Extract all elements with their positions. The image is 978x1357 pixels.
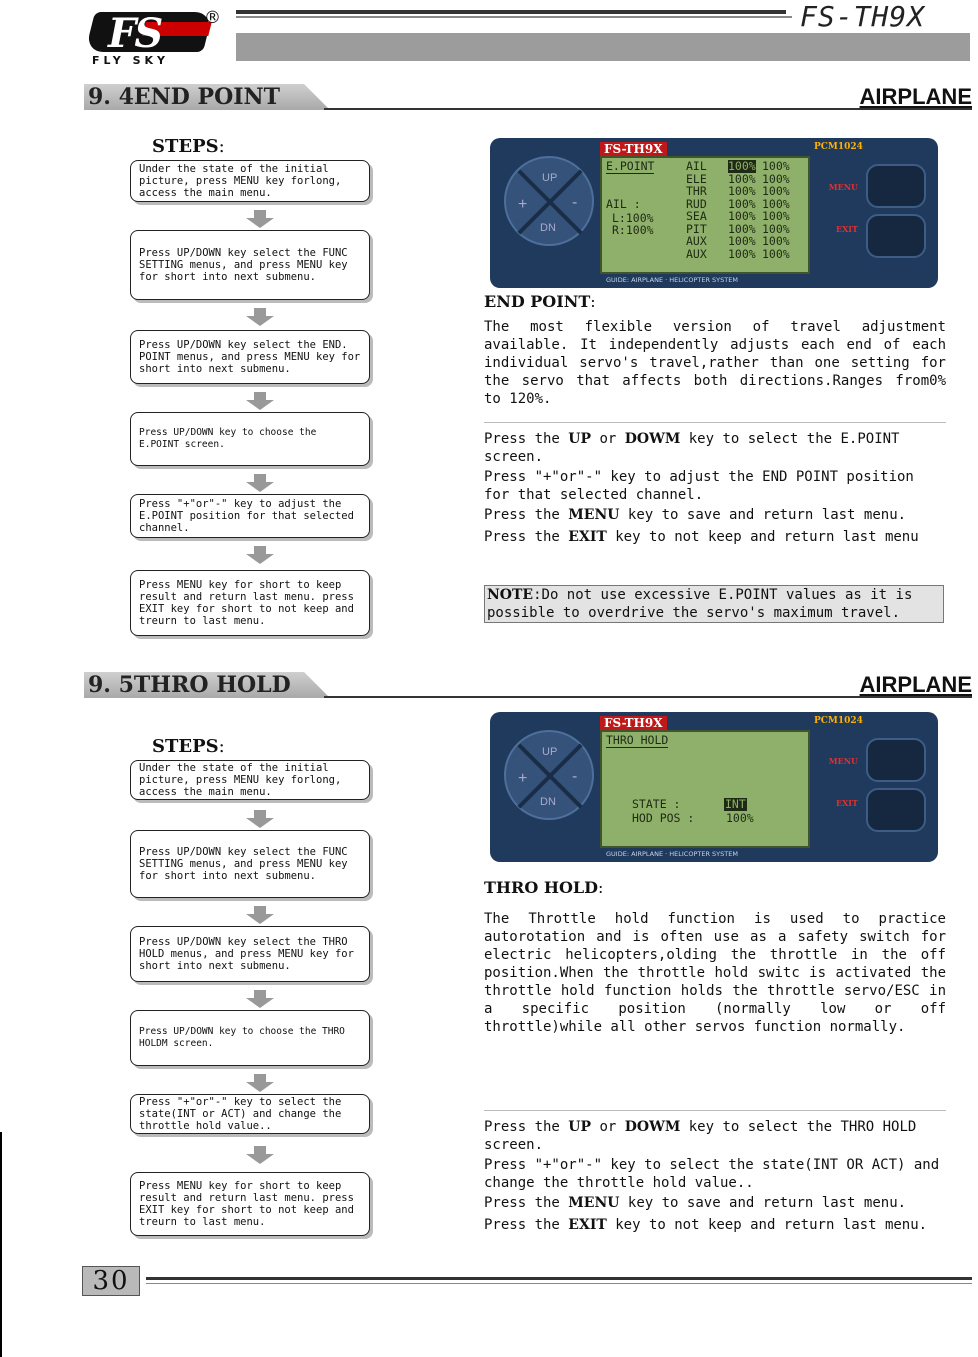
header-rule-thin (236, 16, 792, 18)
exit-key-label: EXIT (836, 224, 858, 234)
instruction-menu: Press the MENU key to save and return last menu. (484, 1195, 907, 1211)
lcd-channel-right: 100% (762, 234, 790, 248)
lcd-channel-name: AUX (686, 246, 707, 261)
lcd-title: E.POINT (606, 159, 655, 173)
arrow-down-icon (246, 308, 274, 326)
lcd-left-value: L:100% (612, 211, 654, 225)
lcd-screen (600, 730, 810, 848)
step-box: Press MENU key for short to keep result and return last menu. press EXIT key for short to not keep and treurn to last menu. (130, 570, 370, 636)
lcd-channel-left: 100% (728, 196, 756, 211)
lcd-channel-name: SEA (686, 209, 707, 223)
note-label: NOTE (487, 587, 534, 603)
page-number: 30 (82, 1266, 140, 1296)
flysky-logo (88, 8, 228, 67)
header-bar (236, 33, 970, 61)
lcd-channel-right: 100% (762, 196, 790, 211)
model-name: FS-TH9X (800, 0, 926, 33)
lcd-channel-right: 100% (762, 159, 790, 173)
lcd-channel-left: 100% (728, 246, 756, 261)
step-box: Press UP/DOWN key to choose the E.POINT screen. (130, 412, 370, 466)
dpad-minus-label: - (572, 194, 578, 211)
dpad-plus-label: + (518, 196, 528, 213)
dpad-icon (504, 730, 594, 820)
lcd-channel-name: THR (686, 184, 707, 198)
arrow-down-icon (246, 1146, 274, 1164)
device-brand-tag: FS-TH9X (600, 716, 667, 730)
instructions-thro-hold (484, 1118, 946, 1234)
menu-key-label: MENU (828, 182, 858, 192)
lcd-channel-name: PIT (686, 221, 707, 236)
arrow-down-icon (246, 392, 274, 410)
step-box: Press UP/DOWN key select the THRO HOLD menus, and press MENU key for short into next submenu. (130, 926, 370, 982)
section-header-thro-hold (84, 672, 972, 702)
device-footer: GUIDE: AIRPLANE · HELICOPTER SYSTEM (606, 850, 738, 858)
transmitter-image-thro-hold (490, 712, 938, 862)
lcd-screen (600, 156, 810, 274)
instructions-end-point (484, 430, 946, 546)
lcd-channel: AIL : (606, 197, 641, 211)
dpad-up-label: UP (542, 172, 558, 184)
intro-thro-hold: The Throttle hold function is used to practice autorotation and is often use as a safety switch for electric helicopters,olding the throttle in the off position.When the throttle hold switc is activated the throttle hold function holds the throttle servo/ESC in a specific position (normally low or off throttle)while all other servos function normally. (484, 911, 946, 1035)
arrow-down-icon (246, 1074, 274, 1092)
dpad-down-label: DN (540, 796, 556, 808)
step-box: Under the state of the initial picture, press MENU key forlong, access the main menu. (130, 160, 370, 202)
section-title: 9. 4END POINT (88, 84, 281, 110)
arrow-down-icon (246, 906, 274, 924)
arrow-down-icon (246, 990, 274, 1008)
transmitter-image-end-point (490, 138, 938, 288)
lcd-state-label: STATE : (632, 797, 681, 811)
menu-key-icon (866, 738, 926, 782)
lcd-channel-name: RUD (686, 196, 707, 211)
section-header-end-point (84, 84, 972, 114)
menu-key-icon (866, 164, 926, 208)
lcd-state-value: INT (725, 797, 746, 811)
intro-end-point: The most flexible version of travel adjustment available. It independently adjusts each end of each individual servo's travel,rather than one setting for the servo that affects both directions.Ranges from0% to 120%. (484, 319, 946, 407)
lcd-channel-right: 100% (762, 221, 790, 236)
lcd-channel-left: 100% (728, 159, 756, 173)
step-box: Press UP/DOWN key select the FUNC SETTING menus, and press MENU key for short into next submenu. (130, 230, 370, 300)
device-brand-tag: FS-TH9X (600, 142, 667, 156)
lcd-channel-right: 100% (762, 171, 790, 186)
instruction-adjust: Press "+"or"-" key to adjust the END POINT position for that selected channel. (484, 469, 914, 503)
instruction-select: Press the UP or DOWM key to select the THRO HOLD screen. (484, 1119, 917, 1153)
step-box: Press MENU key for short to keep result and return last menu. press EXIT key for short to not keep and treurn to last menu. (130, 1172, 370, 1236)
dpad-minus-label: - (572, 768, 578, 785)
footer-rule-thin (146, 1283, 972, 1284)
logo-brand-name: FLY SKY (92, 54, 170, 67)
lcd-channel-left: 100% (728, 184, 756, 198)
arrow-down-icon (246, 210, 274, 228)
header-rule (236, 10, 786, 14)
lcd-channel-right: 100% (762, 209, 790, 223)
dpad-up-label: UP (542, 746, 558, 758)
steps-label: STEPS: (152, 136, 225, 157)
step-box: Press "+"or"-" key to adjust the E.POINT position for that selected channel. (130, 494, 370, 538)
divider (484, 1110, 946, 1111)
heading-end-point: END POINT: (484, 292, 596, 311)
note-text: :Do not use excessive E.POINT values as it is possible to overdrive the servo's maximum travel. (487, 587, 913, 621)
instruction-exit: Press the EXIT key to not keep and return last menu (484, 529, 919, 545)
device-footer: GUIDE: AIRPLANE · HELICOPTER SYSTEM (606, 276, 738, 284)
lcd-pos-value: 100% (726, 811, 754, 825)
page-edge-line (0, 1132, 2, 1357)
dpad-down-label: DN (540, 222, 556, 234)
lcd-title: THRO HOLD (606, 733, 669, 747)
dpad-plus-label: + (518, 770, 528, 787)
step-box: Press UP/DOWN key select the FUNC SETTING menus, and press MENU key for short into next submenu. (130, 830, 370, 898)
dpad-icon (504, 156, 594, 246)
instruction-select: Press the UP or DOWM key to select the E.POINT screen. (484, 431, 900, 465)
lcd-channel-right: 100% (762, 184, 790, 198)
exit-key-label: EXIT (836, 798, 858, 808)
step-box: Under the state of the initial picture, press MENU key forlong, access the main menu. (130, 760, 370, 800)
note-box (484, 585, 944, 623)
arrow-down-icon (246, 546, 274, 564)
lcd-channel-left: 100% (728, 221, 756, 236)
lcd-channel-name: AUX (686, 234, 707, 248)
step-box: Press UP/DOWN key select the END. POINT menus, and press MENU key for short into next submenu. (130, 330, 370, 384)
exit-key-icon (866, 788, 926, 832)
device-pcm-label: PCM1024 (814, 716, 863, 726)
step-box: Press UP/DOWN key to choose the THRO HOLDM screen. (130, 1010, 370, 1066)
section-type: AIRPLANE (859, 84, 972, 109)
section-title: 9. 5THRO HOLD (88, 672, 291, 698)
lcd-pos-label: HOD POS : (632, 811, 695, 825)
arrow-down-icon (246, 810, 274, 828)
instruction-menu: Press the MENU key to save and return last menu. (484, 507, 907, 523)
device-pcm-label: PCM1024 (814, 142, 863, 152)
lcd-channel-left: 100% (728, 234, 756, 248)
steps-label: STEPS: (152, 736, 225, 757)
logo-mark-text: FS (108, 10, 162, 57)
instruction-exit: Press the EXIT key to not keep and return last menu. (484, 1217, 928, 1233)
step-box: Press "+"or"-" key to select the state(INT or ACT) and change the throttle hold value.. (130, 1094, 370, 1134)
divider (484, 422, 946, 423)
arrow-down-icon (246, 474, 274, 492)
lcd-channel-left: 100% (728, 171, 756, 186)
lcd-channel-name: AIL (686, 159, 707, 173)
lcd-right-value: R:100% (612, 223, 654, 237)
instruction-adjust: Press "+"or"-" key to select the state(INT OR ACT) and change the throttle hold value.. (484, 1157, 940, 1191)
heading-thro-hold: THRO HOLD: (484, 878, 604, 897)
lcd-channel-right: 100% (762, 246, 790, 261)
lcd-channel-name: ELE (686, 171, 707, 186)
exit-key-icon (866, 214, 926, 258)
section-type: AIRPLANE (859, 672, 972, 697)
menu-key-label: MENU (828, 756, 858, 766)
lcd-channel-left: 100% (728, 209, 756, 223)
footer-rule (146, 1277, 972, 1280)
registered-icon: ® (204, 8, 221, 28)
